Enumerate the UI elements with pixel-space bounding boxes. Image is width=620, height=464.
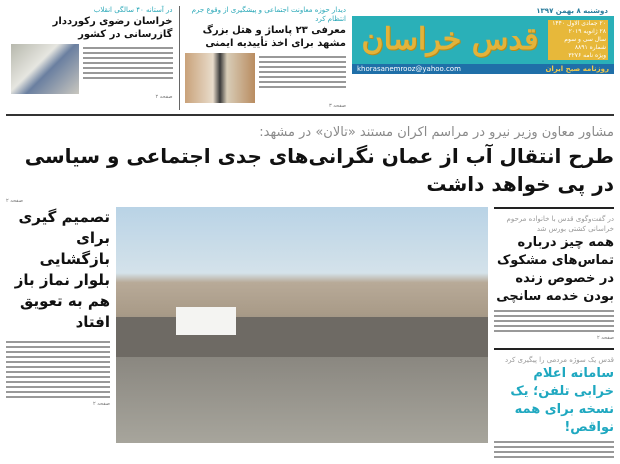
teaser-body: [259, 53, 347, 103]
right-story-sanchi[interactable]: [494, 207, 614, 342]
story-kicker: قدس یک سوژه مردمی را پیگیری کرد: [505, 356, 614, 364]
median: [116, 357, 488, 443]
teaser-kicker: در آستانه ۴۰ سالگی انقلاب: [93, 6, 173, 14]
more-link[interactable]: صفحه ۲: [93, 401, 110, 407]
masthead: [352, 6, 614, 74]
info-line: شماره ۸۸۹۱: [574, 44, 606, 51]
road-city-photo: [116, 207, 488, 443]
masthead-band: [352, 16, 614, 64]
issue-info: [548, 20, 608, 60]
masthead-footer: [352, 64, 614, 74]
story-body: [494, 441, 614, 458]
road: [116, 317, 488, 357]
section-rule: [6, 114, 614, 116]
left-story[interactable]: [6, 207, 110, 408]
right-column: [494, 207, 614, 464]
issue-date: دوشنبه ۸ بهمن ۱۳۹۷: [536, 7, 608, 15]
slogan: روزنامه صبح ایران: [545, 65, 609, 73]
more-link[interactable]: صفحه ۲: [6, 198, 23, 204]
main-row: [6, 207, 614, 464]
story-kicker: در گفت‌وگوی قدس با خانواده مرحوم خراسانی کشتی بورس شد: [506, 215, 614, 233]
more-link[interactable]: صفحه ۳: [329, 103, 346, 109]
teaser-title: خراسان رضوی رکورددار گازرسانی در کشور: [52, 16, 173, 40]
right-story-phone[interactable]: [494, 348, 614, 458]
teaser-hotels[interactable]: [179, 6, 347, 110]
info-line: ۲۸ ژانویه ۲۰۱۹: [568, 28, 606, 35]
more-link[interactable]: صفحه ۲: [155, 94, 173, 100]
info-line: ۲۰ جمادی الاول ۱۴۴۰: [552, 20, 606, 27]
main-headline[interactable]: طرح انتقال آب از عمان نگرانی‌های جدی اجتماعی و سیاسی در پی خواهد داشت: [24, 144, 614, 196]
teaser-kicker: دیدار حوزه معاونت اجتماعی و پیشگیری از وقوع جرم انتظام کرد: [191, 6, 346, 23]
story-title: همه چیز درباره تماس‌های مشکوک در خصوص زنده بودن خدمه سانچی: [496, 235, 614, 304]
teaser-gas[interactable]: [6, 6, 173, 101]
info-line: ویژه نامه ۳۲۷۶: [568, 52, 606, 59]
gas-worker-photo: [11, 44, 79, 94]
story-title: سامانه اعلام خرابی تلفن؛ یک نسخه برای همه نواقص!: [510, 366, 614, 435]
top-section: [6, 6, 614, 110]
story-title: تصمیم گیری برای بازگشایی بلوار نماز باز هم به تعویق افتاد: [14, 208, 110, 331]
escalator-photo: [185, 53, 255, 103]
newspaper-logo: قدس خراسان: [361, 22, 539, 57]
teaser-title: معرفی ۲۳ پاساژ و هتل بزرگ مشهد برای اخذ تأییدیه ایمنی: [202, 25, 346, 49]
more-link[interactable]: صفحه ۲: [597, 335, 614, 341]
story-body: [494, 310, 614, 332]
truck: [176, 307, 236, 335]
teaser-body: [83, 44, 173, 94]
main-kicker: مشاور معاون وزیر نیرو در مراسم اکران مستند «تالان» در مشهد:: [259, 125, 614, 140]
info-line: سال سی و سوم: [564, 36, 606, 43]
story-body: [6, 341, 110, 398]
email: khorasanemrooz@yahoo.com: [357, 65, 461, 73]
